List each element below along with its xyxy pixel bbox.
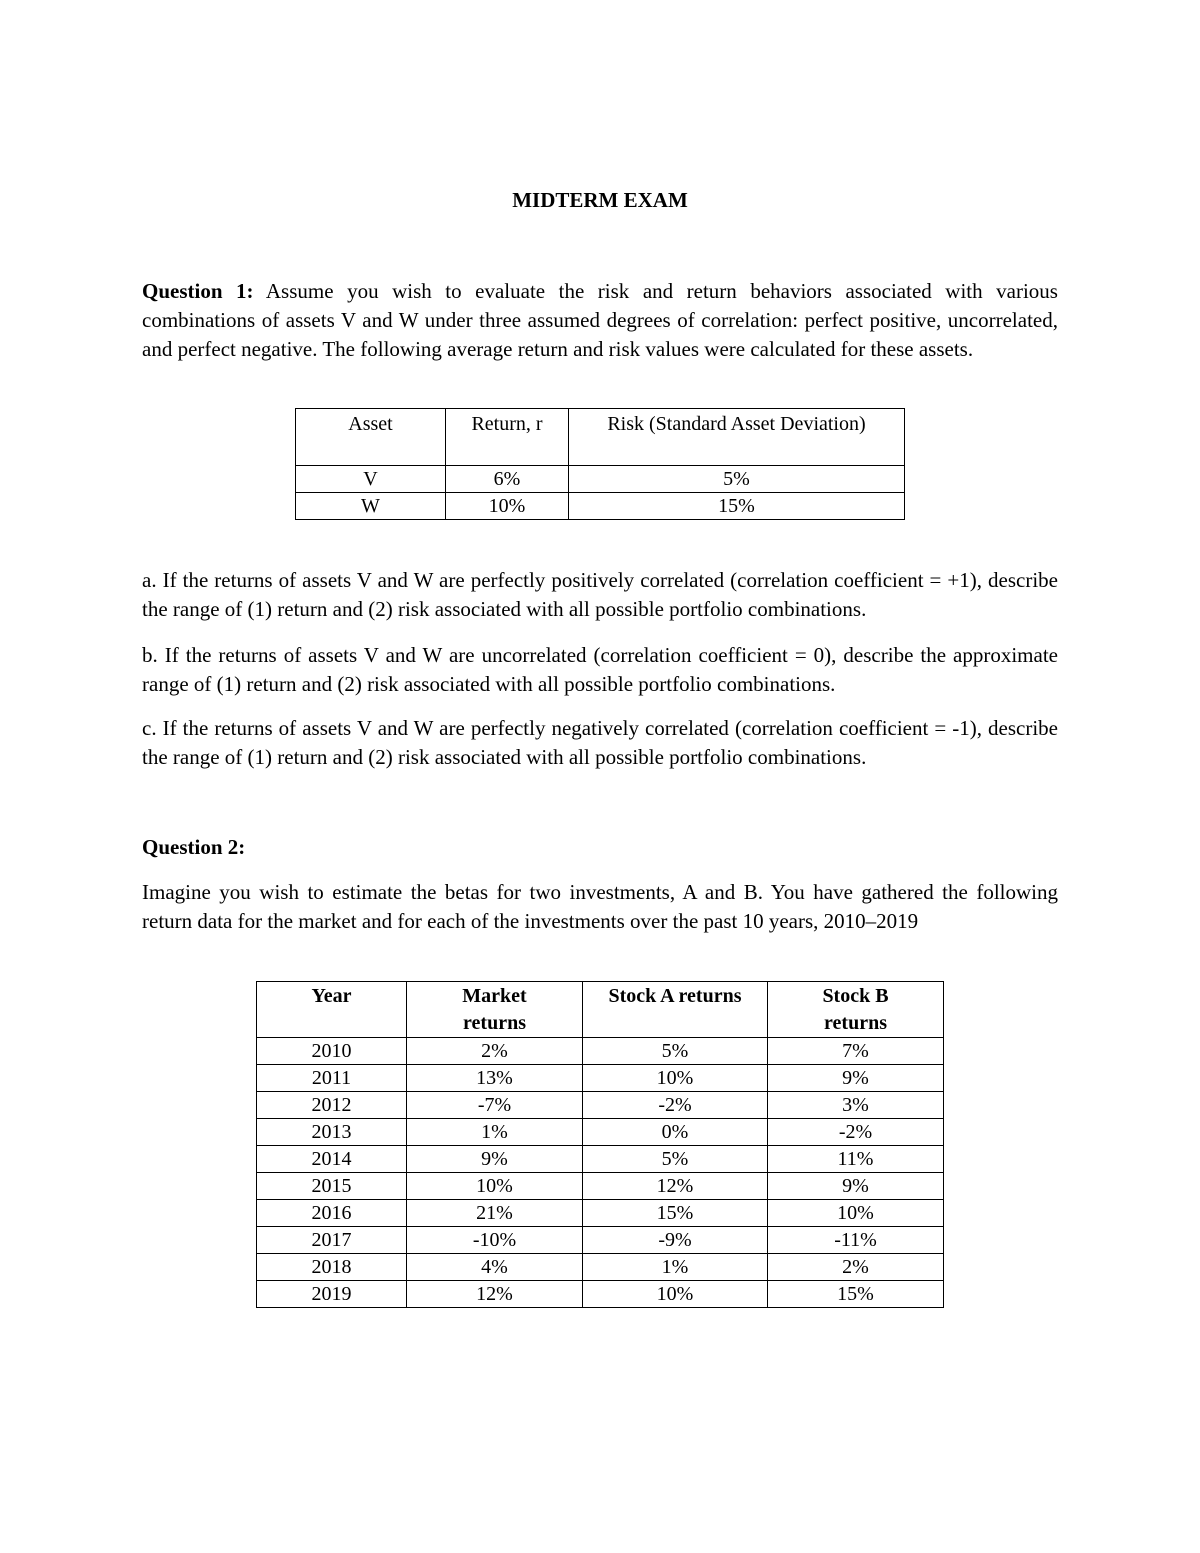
question-1-paragraph	[142, 277, 1058, 364]
table-cell: 5%	[583, 1146, 768, 1173]
table-cell: 10%	[446, 493, 569, 520]
table-cell: 12%	[583, 1173, 768, 1200]
table-cell: 2014	[257, 1146, 407, 1173]
table-row	[257, 1173, 944, 1200]
table-header-row	[257, 982, 944, 1038]
table-cell: -11%	[768, 1227, 944, 1254]
table-cell: 2019	[257, 1281, 407, 1308]
table-cell: 2018	[257, 1254, 407, 1281]
table-cell: 7%	[768, 1038, 944, 1065]
table-cell: 5%	[583, 1038, 768, 1065]
table-cell: -9%	[583, 1227, 768, 1254]
header-stock-b-returns-label: Stock B returns	[822, 985, 889, 1034]
table-cell: 11%	[768, 1146, 944, 1173]
header-risk: Risk (Standard Asset Deviation)	[569, 409, 905, 466]
table-cell: 2%	[407, 1038, 583, 1065]
table-cell: 15%	[569, 493, 905, 520]
header-stock-b-returns	[768, 982, 944, 1038]
table-cell: 21%	[407, 1200, 583, 1227]
table-cell: -2%	[583, 1092, 768, 1119]
table-cell: 5%	[569, 466, 905, 493]
table-row	[296, 466, 905, 493]
table-cell: 10%	[583, 1065, 768, 1092]
header-market-returns-label: Market returns	[462, 985, 527, 1034]
table-row	[257, 1065, 944, 1092]
table-row	[257, 1281, 944, 1308]
table-row	[257, 1119, 944, 1146]
question-1-part-b: b. If the returns of assets V and W are uncorrelated (correlation coefficient = 0), describe the approximate range of (1) return and (2) risk associated with all possible portfolio combinations.	[142, 643, 1058, 696]
table-cell: 3%	[768, 1092, 944, 1119]
header-return: Return, r	[446, 409, 569, 466]
table-cell: 9%	[407, 1146, 583, 1173]
table-cell: -2%	[768, 1119, 944, 1146]
returns-table	[256, 981, 944, 1308]
table-cell: 2012	[257, 1092, 407, 1119]
table-cell: 2017	[257, 1227, 407, 1254]
table-cell: 6%	[446, 466, 569, 493]
table-cell: 2016	[257, 1200, 407, 1227]
table-cell: W	[296, 493, 446, 520]
header-asset: Asset	[296, 409, 446, 466]
table-header-row	[296, 409, 905, 466]
table-row	[257, 1092, 944, 1119]
header-market-returns	[407, 982, 583, 1038]
table-cell: 10%	[583, 1281, 768, 1308]
page-title: MIDTERM EXAM	[512, 188, 688, 212]
table-cell: 1%	[407, 1119, 583, 1146]
table-cell: 1%	[583, 1254, 768, 1281]
table-cell: V	[296, 466, 446, 493]
question-1-part-c: c. If the returns of assets V and W are perfectly negatively correlated (correlation coefficient = -1), describe the range of (1) return and (2) risk associated with all possible portfolio combinations.	[142, 716, 1058, 769]
table-cell: 12%	[407, 1281, 583, 1308]
table-cell: 2013	[257, 1119, 407, 1146]
table-row	[257, 1038, 944, 1065]
table-cell: 2015	[257, 1173, 407, 1200]
returns-table-body	[257, 1038, 944, 1308]
question-2-label: Question 2:	[142, 835, 246, 859]
header-year: Year	[257, 982, 407, 1038]
table-cell: -7%	[407, 1092, 583, 1119]
table-cell: 2010	[257, 1038, 407, 1065]
table-row	[257, 1146, 944, 1173]
table-cell: 15%	[583, 1200, 768, 1227]
table-cell: 15%	[768, 1281, 944, 1308]
table-cell: 9%	[768, 1173, 944, 1200]
asset-risk-return-table	[295, 408, 905, 520]
table-cell: 13%	[407, 1065, 583, 1092]
header-stock-a-returns: Stock A returns	[583, 982, 768, 1038]
table-cell: 2%	[768, 1254, 944, 1281]
table-cell: -10%	[407, 1227, 583, 1254]
table-cell: 4%	[407, 1254, 583, 1281]
table-cell: 10%	[768, 1200, 944, 1227]
question-1-label: Question 1:	[142, 279, 254, 303]
table-row	[257, 1227, 944, 1254]
table-row	[257, 1200, 944, 1227]
table-cell: 0%	[583, 1119, 768, 1146]
question-2-text: Imagine you wish to estimate the betas for two investments, A and B. You have gathered the following return data for the market and for each of the investments over the past 10 years, 2010–2019	[142, 880, 1058, 933]
table-row	[257, 1254, 944, 1281]
table-cell: 9%	[768, 1065, 944, 1092]
table-row	[296, 493, 905, 520]
table-cell: 2011	[257, 1065, 407, 1092]
question-1-part-a: a. If the returns of assets V and W are perfectly positively correlated (correlation coefficient = +1), describe the range of (1) return and (2) risk associated with all possible portfolio combinations.	[142, 568, 1058, 621]
table-cell: 10%	[407, 1173, 583, 1200]
question-1-text: Assume you wish to evaluate the risk and return behaviors associated with various combinations of assets V and W under three assumed degrees of correlation: perfect positive, uncorrelated, and perfect negative. The following average return and risk values were calculated for these assets.	[142, 279, 1058, 361]
